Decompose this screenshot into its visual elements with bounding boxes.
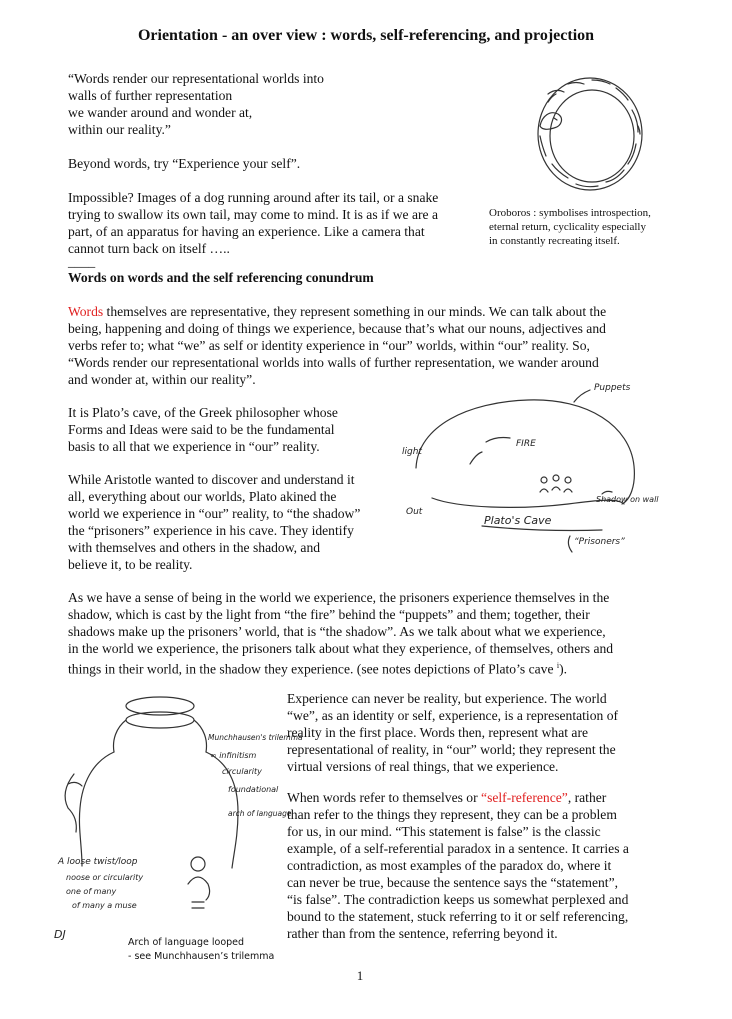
caption-line: - see Munchhausen’s trilemma bbox=[128, 951, 275, 962]
fire-marks bbox=[470, 438, 510, 465]
paragraph-line: “we”, as an identity or self, experience, is a representation of bbox=[287, 708, 619, 723]
words-highlight: Words bbox=[68, 304, 104, 319]
oroboros-sketch bbox=[528, 70, 648, 198]
snake-scales bbox=[540, 80, 638, 187]
paragraph-line: example, of a self-referential paradox in a sentence. It carries a bbox=[287, 841, 629, 856]
paragraph-line: can never be true, because the sentence says the “statement”, bbox=[287, 875, 618, 890]
paragraph-line: than refer to the things they represent, they can be a problem bbox=[287, 807, 617, 822]
shadow-paragraph bbox=[68, 589, 613, 678]
arch-of-language-note: arch of language bbox=[228, 809, 292, 818]
paragraph-line: bound to the statement, stuck referring to it or self referencing, bbox=[287, 909, 629, 924]
small-figure-head bbox=[191, 857, 205, 871]
paragraph-line: “is false”. The contradiction keeps us somewhat perplexed and bbox=[287, 892, 629, 907]
shadow-pointer bbox=[602, 491, 612, 494]
prisoner-head bbox=[541, 477, 547, 483]
circularity-note: circularity bbox=[222, 767, 262, 776]
quote-line: walls of further representation bbox=[68, 88, 233, 103]
prisoner-head bbox=[565, 477, 571, 483]
plato-paragraph bbox=[68, 404, 338, 455]
aristotle-paragraph bbox=[68, 471, 360, 573]
paragraph-line: virtual versions of real things, that we experience. bbox=[287, 759, 559, 774]
self-reference-highlight: “self-reference” bbox=[481, 790, 568, 805]
page-number: 1 bbox=[356, 968, 364, 983]
paragraph-line: in the world we experience, the prisoners talk about what they experience, of themselves, others and bbox=[68, 641, 614, 656]
paragraph-line: world we experience in “our” reality, to “the shadow” bbox=[68, 506, 361, 521]
paragraph-line: rather than from the sentence, referring beyond it. bbox=[287, 926, 558, 941]
impossible-paragraph bbox=[68, 189, 438, 257]
puppets-pointer bbox=[574, 390, 590, 402]
paragraph-line: for us, in our mind. “This statement is false” is the classic bbox=[287, 824, 601, 839]
oroboros-inner-ring bbox=[550, 90, 634, 182]
platos-cave-sketch bbox=[398, 376, 659, 560]
oroboros-caption bbox=[489, 206, 651, 248]
opening-quote bbox=[68, 70, 324, 138]
small-figure-body bbox=[188, 877, 210, 908]
snake-detail bbox=[548, 94, 640, 134]
paragraph-line: with themselves and others in the shadow, and bbox=[68, 540, 321, 555]
infinitism-note: ∞ infinitism bbox=[210, 751, 257, 760]
paragraph-line: and wonder at, within our reality”. bbox=[68, 372, 256, 387]
quote-line: “Words render our representational worlds into bbox=[68, 71, 324, 86]
paragraph-line: As we have a sense of being in the world we experience, the prisoners experience themselves in the bbox=[68, 590, 610, 605]
caption-line: Arch of language looped bbox=[128, 937, 245, 948]
cave-caption: Plato's Cave bbox=[484, 514, 552, 527]
paragraph-line: all, everything about our worlds, Plato akined the bbox=[68, 489, 337, 504]
paragraph-line: basis to all that we experience in “our” reality. bbox=[68, 439, 320, 454]
paragraph-line: When words refer to themselves or “self-reference”, rather bbox=[287, 790, 607, 805]
paragraph-line: Impossible? Images of a dog running around after its tail, or a snake bbox=[68, 190, 439, 205]
section-heading: Words on words and the self referencing conundrum bbox=[68, 270, 374, 285]
paragraph-line: things in their world, in the shadow they experience. (see notes depictions of Plato’s cave $^i$). bbox=[68, 661, 568, 677]
paragraph-line: trying to swallow its own tail, may come to mind. It is as if we are a bbox=[68, 207, 438, 222]
prisoners-label: “Prisoners” bbox=[574, 537, 625, 547]
paragraph-line: contradiction, as most examples of the paradox do, where it bbox=[287, 858, 612, 873]
signature-initials: DJ bbox=[54, 928, 66, 941]
arch-caption bbox=[128, 936, 274, 964]
quote-line: we wander around and wonder at, bbox=[68, 105, 253, 120]
caption-line: eternal return, cyclicality especially bbox=[489, 221, 646, 233]
snake-eye bbox=[554, 118, 557, 120]
one-of-many-note: one of many bbox=[66, 887, 117, 896]
foundational-note: foundational bbox=[228, 785, 279, 794]
paragraph-line: part, of an apparatus for having an experience. Like a camera that bbox=[68, 224, 425, 239]
arch-of-language-sketch bbox=[52, 688, 303, 944]
light-label: light bbox=[402, 447, 422, 457]
separator-line: ____ bbox=[68, 254, 96, 269]
prisoners-pointer bbox=[568, 536, 572, 552]
paragraph-line: Forms and Ideas were said to be the fundamental bbox=[68, 422, 335, 437]
fire-label: FIRE bbox=[516, 439, 536, 449]
cave-outline bbox=[416, 400, 634, 504]
paragraph-line: being, happening and doing of things we experience, because that’s what our nouns, adjectives and bbox=[68, 321, 606, 336]
paragraph-line: reality in the first place. Words then, represent what are bbox=[287, 725, 589, 740]
paragraph-line: shadow, which is cast by the light from “the fire” behind the “puppets” and them; together, their bbox=[68, 607, 590, 622]
loop-detail bbox=[68, 782, 82, 786]
loose-twist-note: A loose twist/loop bbox=[58, 857, 138, 867]
prisoner-bodies bbox=[540, 487, 572, 492]
paragraph-line: While Aristotle wanted to discover and understand it bbox=[68, 472, 355, 487]
munchhausen-note: Munchhausen's trilemma bbox=[208, 733, 303, 742]
paragraph-line: Experience can never be reality, but experience. The world bbox=[287, 691, 607, 706]
arch-left-side bbox=[79, 752, 114, 866]
paragraph-line: verbs refer to; what “we” as self or identity experience in “our” worlds, within “our” reality. So, bbox=[68, 338, 590, 353]
prisoner-head bbox=[553, 475, 559, 481]
paragraph-line: cannot turn back on itself ….. bbox=[68, 241, 230, 256]
shadow-label: Shadow on wall bbox=[596, 495, 659, 504]
out-label: Out bbox=[406, 507, 423, 517]
caption-line: Oroboros : symbolises introspection, bbox=[489, 207, 651, 219]
noose-note: noose or circularity bbox=[66, 873, 144, 882]
page-title: Orientation - an over view : words, self-referencing, and projection bbox=[137, 27, 595, 44]
paragraph-line: Words themselves are representative, they represent something in our minds. We can talk about the bbox=[68, 304, 607, 319]
experience-paragraph bbox=[287, 690, 618, 775]
many-a-muse-note: of many a muse bbox=[72, 901, 137, 910]
paragraph-line: the “prisoners” experience in his cave. They identify bbox=[68, 523, 354, 538]
paragraph-line: believe it, to be reality. bbox=[68, 557, 193, 572]
puppets-label: Puppets bbox=[594, 383, 631, 393]
footnote-marker[interactable]: i bbox=[556, 661, 560, 670]
beyond-words-line: Beyond words, try “Experience your self”. bbox=[68, 156, 301, 171]
paragraph-line: representational of reality, in “our” world; they represent the bbox=[287, 742, 616, 757]
self-reference-paragraph bbox=[287, 789, 629, 942]
arch-neck bbox=[114, 720, 207, 752]
paragraph-line: It is Plato’s cave, of the Greek philosopher whose bbox=[68, 405, 338, 420]
oroboros-outer-ring bbox=[538, 78, 642, 190]
caption-line: in constantly recreating itself. bbox=[489, 235, 620, 247]
paragraph-line: shadows make up the prisoners’ world, that is “the shadow”. As we talk about what we experience, bbox=[68, 624, 606, 639]
quote-line: within our reality.” bbox=[68, 122, 171, 137]
paragraph-line: “Words render our representational worlds into walls of further representation, we wander around bbox=[68, 355, 599, 370]
